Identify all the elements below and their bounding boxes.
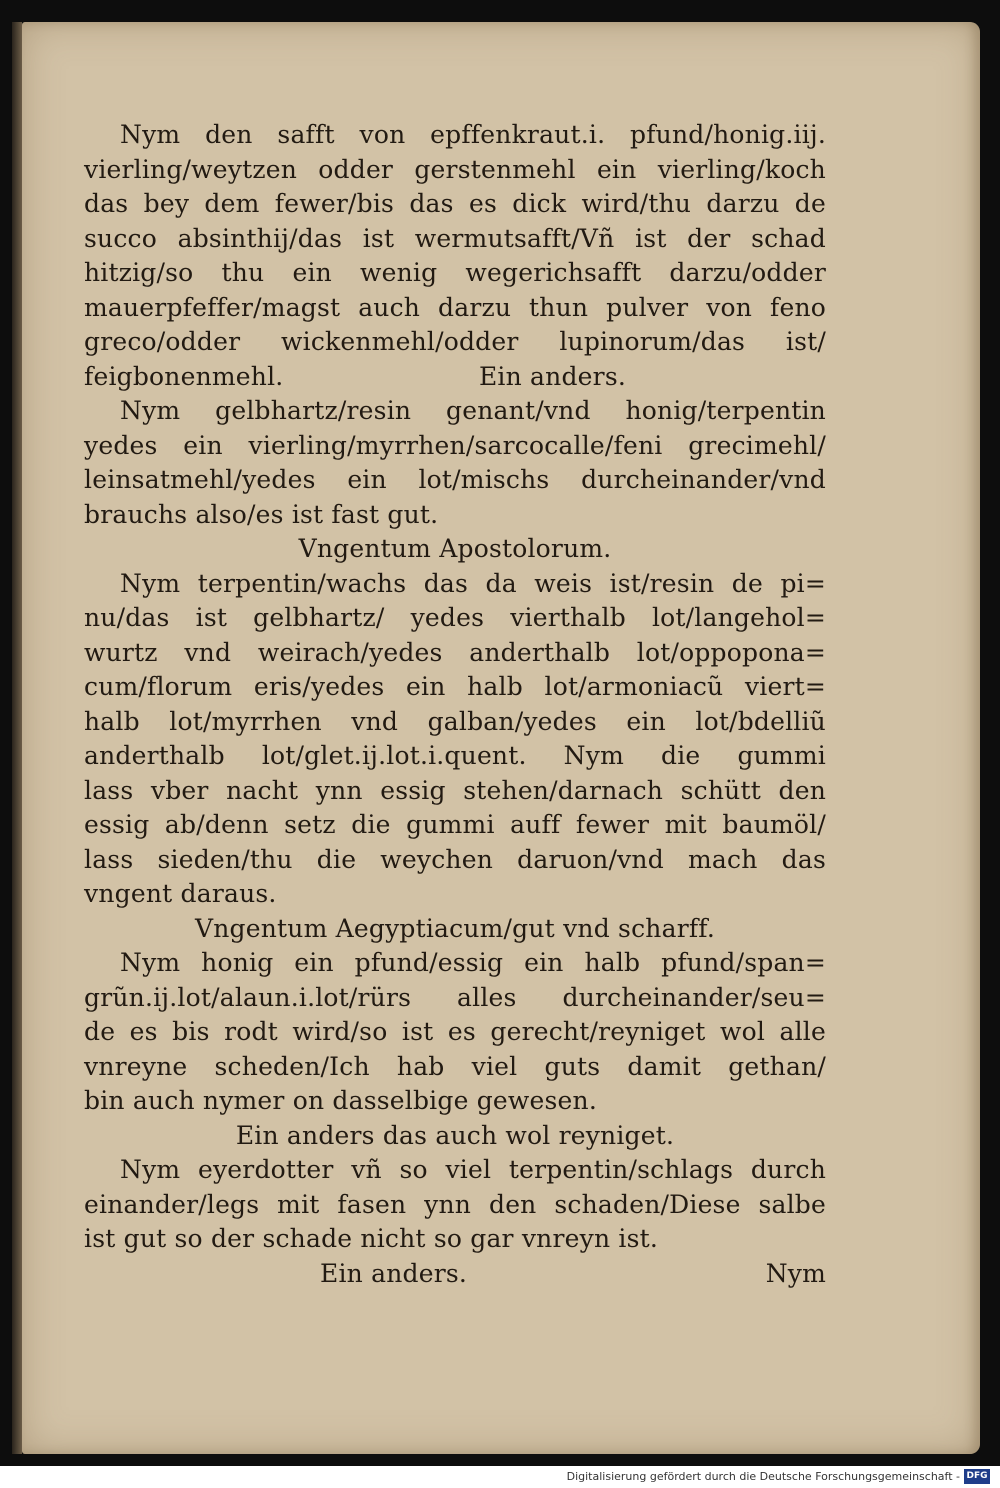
text-fragment: feigbonenmehl. [84, 361, 284, 391]
text-line: nu/das ist gelbhartz/ yedes vierthalb lot/langehol= [84, 603, 826, 632]
page-text [84, 118, 826, 1291]
text-line: halb lot/myrrhen vnd galban/yedes ein lot/bdelliũ [84, 706, 826, 736]
text-line: lass vber nacht ynn essig stehen/darnach schütt den [84, 775, 826, 805]
catchword: Nym [765, 1258, 826, 1288]
text-line: Nym eyerdotter vñ so viel terpentin/schlags durch [120, 1155, 826, 1184]
section-heading: Ein anders. [478, 361, 626, 391]
text-line: yedes ein vierling/myrrhen/sarcocalle/feni grecimehl/ [84, 430, 826, 460]
dfg-logo: DFG [964, 1469, 990, 1484]
text-line: wurtz vnd weirach/yedes anderthalb lot/oppopona= [84, 637, 826, 667]
page-edge [12, 22, 22, 1454]
page-bottom-row [84, 1257, 826, 1292]
section-heading: Ein anders das auch wol reyniget. [235, 1120, 675, 1150]
section-heading: Vngentum Apostolorum. [298, 534, 612, 563]
text-line: essig ab/denn setz die gummi auff fewer mit baumöl/ [84, 810, 826, 839]
text-line: cum/florum eris/yedes ein halb lot/armoniacũ viert= [84, 672, 826, 701]
text-line: mauerpfeffer/magst auch darzu thun pulver von feno [84, 292, 826, 322]
text-line-with-heading [84, 360, 826, 395]
text-line: Nym den safft von epffenkraut.i. pfund/honig.iij. [120, 120, 826, 149]
text-line: lass sieden/thu die weychen daruon/vnd mach das [84, 844, 826, 874]
text-line: grũn.ij.lot/alaun.i.lot/rürs alles durcheinander/seu= [84, 982, 826, 1012]
text-line: Nym terpentin/wachs das da weis ist/resin de pi= [120, 568, 826, 598]
text-line: anderthalb lot/glet.ij.lot.i.quent. Nym die gummi [84, 741, 826, 770]
text-line: greco/odder wickenmehl/odder lupinorum/das ist/ [84, 327, 826, 356]
text-line: hitzig/so thu ein wenig wegerichsafft darzu/odder [84, 258, 826, 287]
text-line: succo absinthij/das ist wermutsafft/Vñ ist der schad [84, 223, 826, 253]
text-line: bin auch nymer on dasselbige gewesen. [84, 1086, 597, 1115]
text-line: leinsatmehl/yedes ein lot/mischs durcheinander/vnd [84, 465, 826, 494]
text-line: ist gut so der schade nicht so gar vnreyn ist. [84, 1224, 659, 1253]
text-line: de es bis rodt wird/so ist es gerecht/reyniget wol alle [84, 1017, 826, 1046]
text-line: einander/legs mit fasen ynn den schaden/Diese salbe [84, 1189, 826, 1219]
section-heading: Vngentum Aegyptiacum/gut vnd scharff. [194, 913, 716, 943]
text-line: Nym honig ein pfund/essig ein halb pfund/span= [120, 948, 826, 977]
text-line: vierling/weytzen odder gerstenmehl ein vierling/koch [84, 154, 826, 184]
footer-bar [0, 1466, 1000, 1488]
text-line: vnreyne scheden/Ich hab viel guts damit gethan/ [84, 1051, 826, 1081]
text-line: brauchs also/es ist fast gut. [84, 499, 439, 529]
text-line: das bey dem fewer/bis das es dick wird/thu darzu de [84, 189, 826, 218]
text-line: vngent daraus. [84, 879, 277, 908]
footer-credit: Digitalisierung gefördert durch die Deutsche Forschungsgemeinschaft - [566, 1470, 960, 1483]
text-line: Nym gelbhartz/resin genant/vnd honig/terpentin [120, 396, 826, 425]
section-heading: Ein anders. [320, 1258, 468, 1288]
